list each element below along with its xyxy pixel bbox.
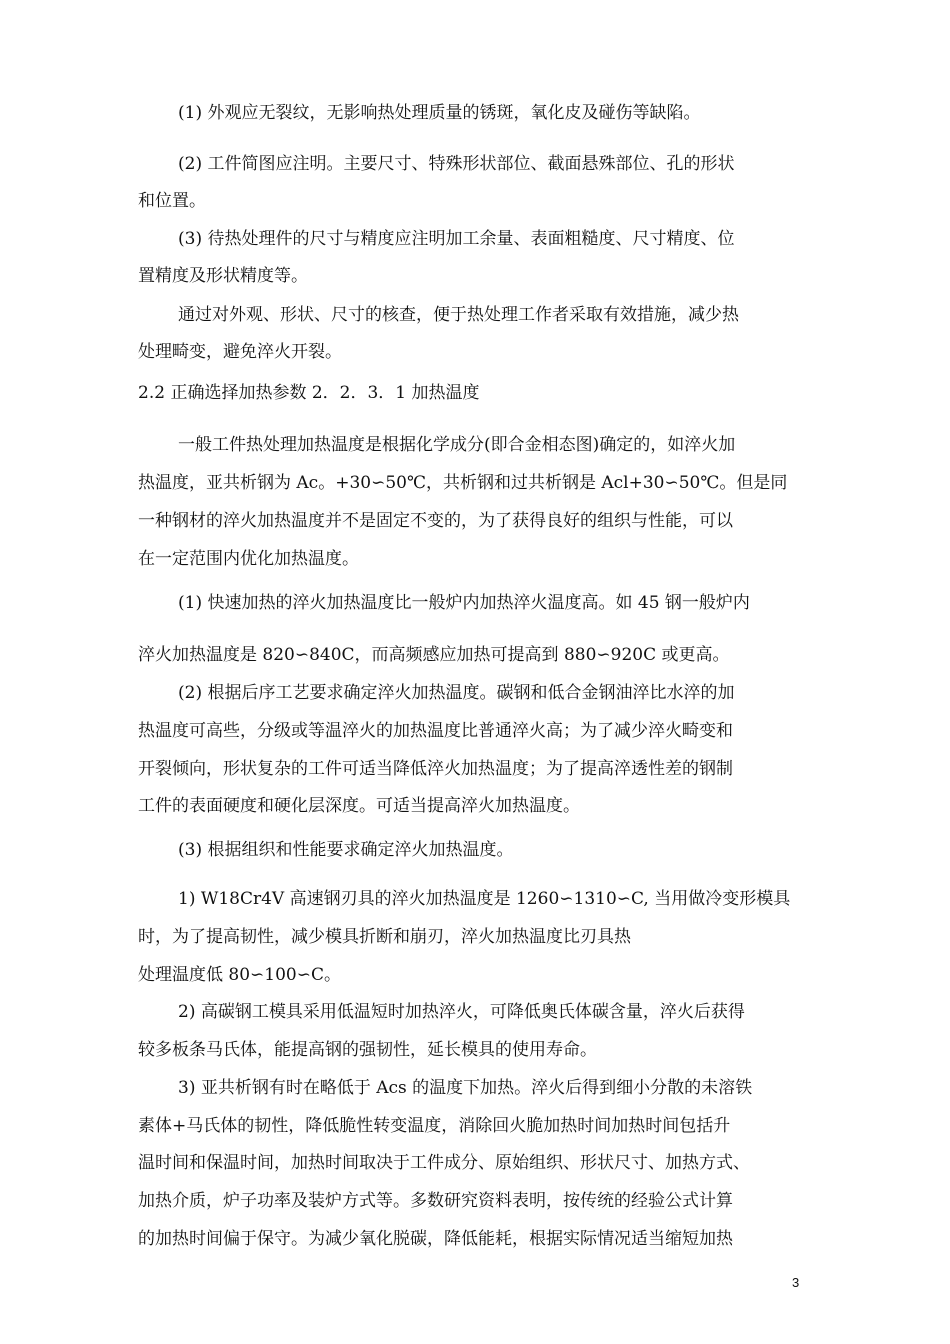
text-line: 处理温度低 80∽100∽C。	[138, 965, 341, 985]
text-line: 置精度及形状精度等。	[138, 266, 308, 286]
text-line: 淬火加热温度是 820∽840C，而高频感应加热可提高到 880∽920C 或更高。	[138, 645, 730, 665]
text-line: 加热介质，炉子功率及装炉方式等。多数研究资料表明，按传统的经验公式计算	[138, 1191, 733, 1211]
text-line: 开裂倾向，形状复杂的工件可适当降低淬火加热温度；为了提高淬透性差的钢制	[138, 759, 733, 779]
text-line: 工件的表面硬度和硬化层深度。可适当提高淬火加热温度。	[138, 796, 580, 816]
text-line: (1) 外观应无裂纹，无影响热处理质量的锈斑，氧化皮及碰伤等缺陷。	[178, 103, 701, 123]
text-line: 在一定范围内优化加热温度。	[138, 549, 359, 569]
page-number: 3	[792, 1275, 800, 1290]
text-line: 温时间和保温时间，加热时间取决于工件成分、原始组织、形状尺寸、加热方式、	[138, 1153, 750, 1173]
text-line: 素体+马氏体的韧性，降低脆性转变温度，消除回火脆加热时间加热时间包括升	[138, 1116, 731, 1136]
text-line: 处理畸变，避免淬火开裂。	[138, 342, 342, 362]
text-line: 较多板条马氏体，能提高钢的强韧性，延长模具的使用寿命。	[138, 1040, 597, 1060]
text-line: (1) 快速加热的淬火加热温度比一般炉内加热淬火温度高。如 45 钢一般炉内	[178, 593, 750, 613]
text-line: 和位置。	[138, 191, 206, 211]
text-line: 1) W18Cr4V 高速钢刃具的淬火加热温度是 1260∽1310∽C, 当用做冷变形模具	[178, 889, 791, 909]
text-line: 3) 亚共析钢有时在略低于 Acs 的温度下加热。淬火后得到细小分散的未溶铁	[178, 1078, 753, 1098]
text-line: (3) 待热处理件的尺寸与精度应注明加工余量、表面粗糙度、尺寸精度、位	[178, 229, 735, 249]
text-line: 通过对外观、形状、尺寸的核查，便于热处理工作者采取有效措施，减少热	[178, 305, 739, 325]
text-line: 的加热时间偏于保守。为减少氧化脱碳，降低能耗，根据实际情况适当缩短加热	[138, 1229, 733, 1249]
text-line: 一般工件热处理加热温度是根据化学成分(即合金相态图)确定的，如淬火加	[178, 435, 736, 455]
text-line: (2) 根据后序工艺要求确定淬火加热温度。碳钢和低合金钢油淬比水淬的加	[178, 683, 735, 703]
text-line: (3) 根据组织和性能要求确定淬火加热温度。	[178, 840, 514, 860]
text-line: 热温度，亚共析钢为 Ac。+30∽50℃，共析钢和过共析钢是 Acl+30∽50℃。但是同	[138, 473, 788, 493]
text-line: 2) 高碳钢工模具采用低温短时加热淬火，可降低奥氏体碳含量，淬火后获得	[178, 1002, 745, 1022]
section-heading: 2.2 正确选择加热参数 2．2．3．1 加热温度	[138, 383, 480, 403]
text-line: (2) 工件简图应注明。主要尺寸、特殊形状部位、截面悬殊部位、孔的形状	[178, 154, 735, 174]
text-line: 时，为了提高韧性，减少模具折断和崩刃，淬火加热温度比刃具热	[138, 927, 631, 947]
text-line: 一种钢材的淬火加热温度并不是固定不变的，为了获得良好的组织与性能，可以	[138, 511, 733, 531]
text-line: 热温度可高些，分级或等温淬火的加热温度比普通淬火高；为了减少淬火畸变和	[138, 721, 733, 741]
